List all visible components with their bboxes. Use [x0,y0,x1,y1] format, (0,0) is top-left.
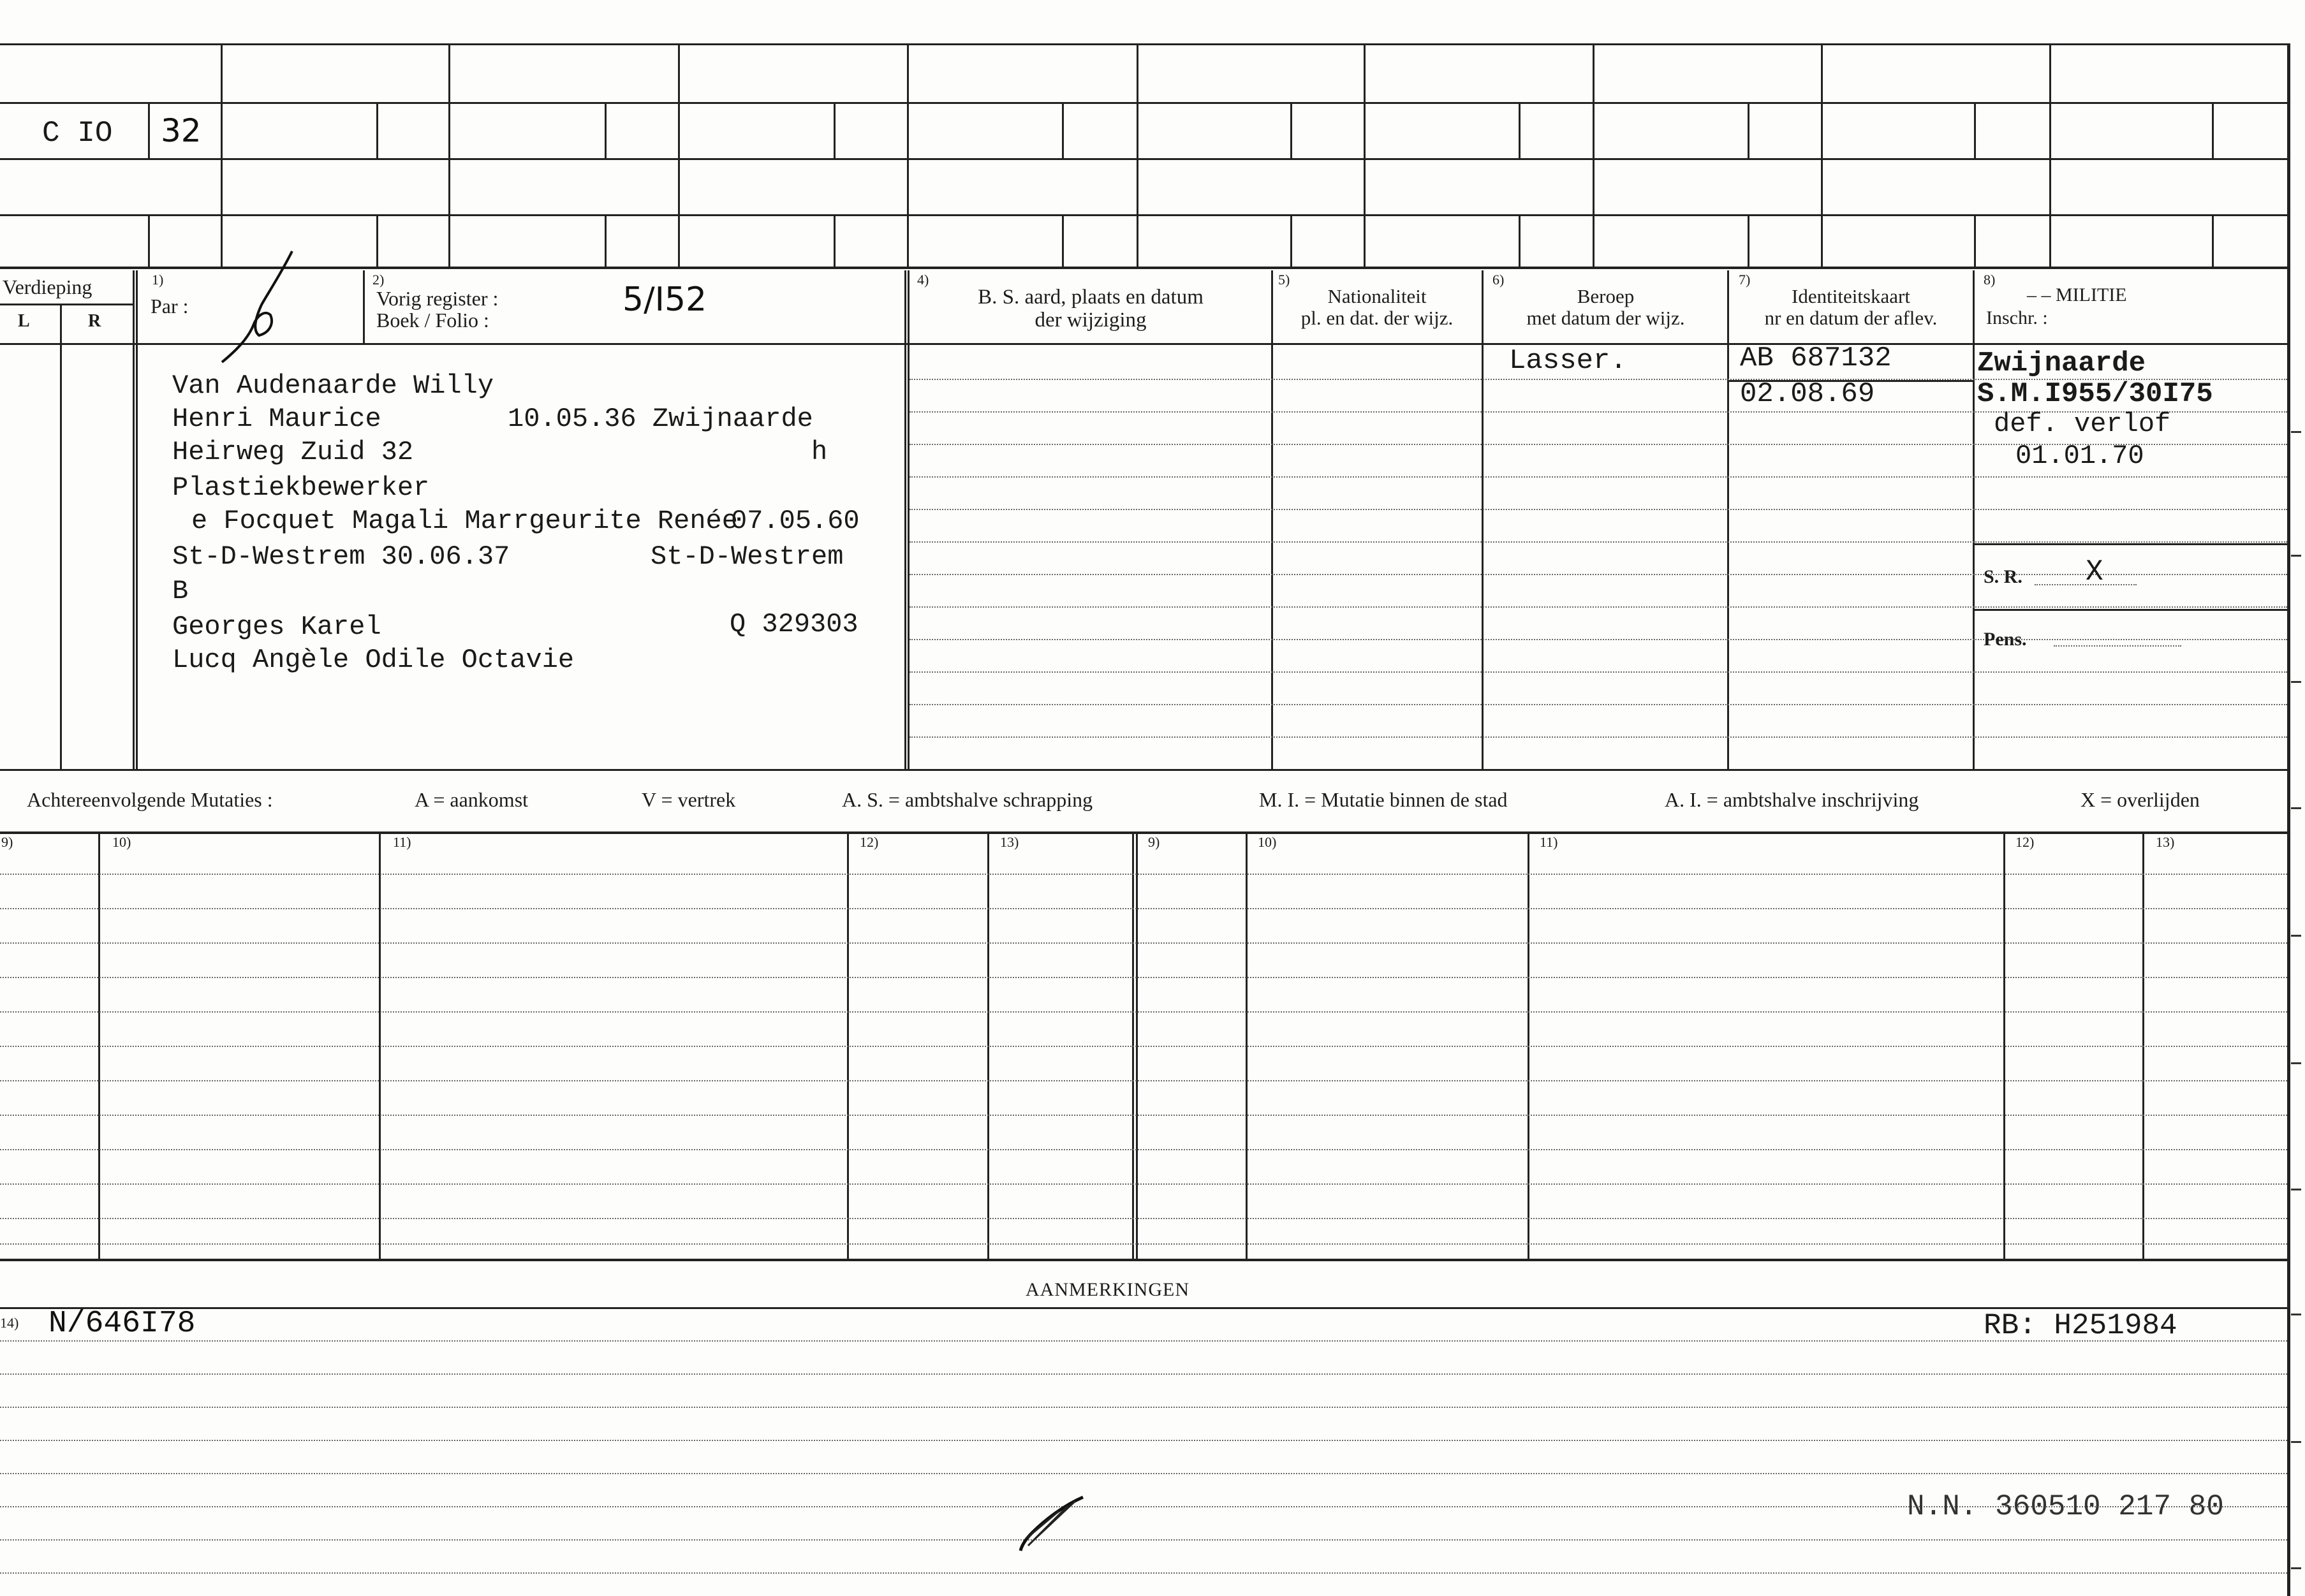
marriage-date: 07.05.60 [731,506,860,536]
col1-number: 1) [152,272,164,288]
mutation-left-col12: 12) [860,834,879,850]
idcard-date: 02.08.69 [1740,378,1875,410]
legend-title: Achtereenvolgende Mutaties : [27,788,273,811]
mutation-left-col9: 9) [1,834,13,850]
par-label: Par : [151,295,189,318]
margin-tick [2291,807,2301,809]
legend-item-schrapping: A. S. = ambtshalve schrapping [842,788,1093,811]
spouse-name: e Focquet Magali Marrgeurite Renée [191,506,738,536]
militie-date: 01.01.70 [2015,441,2144,471]
nationaliteit-header: Nationaliteit pl. en dat. der wijz. [1300,285,1454,330]
spouse-birth: St-D-Westrem 30.06.37 [172,541,510,572]
militie-header: – – MILITIE [2027,284,2127,305]
mutation-left-col13: 13) [1000,834,1019,850]
margin-tick [2291,1189,2301,1190]
vorig-register-label: Vorig register : [376,287,499,310]
legend-item-aankomst: A = aankomst [415,788,529,811]
col2-number: 2) [372,272,385,288]
vorig-register-value: 5/I52 [622,281,707,319]
pens-label: Pens. [1984,629,2027,650]
mutation-left-col10: 10) [112,834,131,850]
top-grid-code: C IO [42,117,113,150]
col7-number: 7) [1739,272,1751,288]
par-pen-mark [210,249,306,370]
inschrijving-label: Inschr. : [1986,307,2048,328]
mutation-right-col12: 12) [2015,834,2035,850]
frame-top-line [0,43,2290,45]
remarks-number: 14) [0,1315,19,1331]
col5-number: 5) [1278,272,1290,288]
mutation-right-col13: 13) [2156,834,2175,850]
beroep-value: Lasser. [1509,345,1627,377]
person-birth: 10.05.36 Zwijnaarde [508,404,813,434]
militie-place: Zwijnaarde [1977,348,2146,379]
col6-number: 6) [1492,272,1505,288]
remarks-reference: N/646I78 [48,1307,196,1341]
militie-status: def. verlof [1994,409,2171,439]
militie-sm: S.M.I955/30I75 [1977,378,2213,410]
mother-name: Lucq Angèle Odile Octavie [172,645,575,675]
legend-item-vertrek: V = vertrek [642,788,736,811]
boek-folio-label: Boek / Folio : [376,309,489,332]
person-ref: Q 329303 [730,609,858,640]
col8-number: 8) [1984,272,1996,288]
margin-tick [2291,1062,2301,1064]
legend-item-inschrijving: A. I. = ambtshalve inschrijving [1665,788,1919,811]
margin-tick [2291,1314,2301,1315]
person-h-mark: h [811,437,828,467]
mutation-right-col9: 9) [1148,834,1160,850]
person-address: Heirweg Zuid 32 [172,437,414,467]
col4-number: 4) [917,272,929,288]
verdieping-label: Verdieping [3,275,92,298]
legend-item-mutatie: M. I. = Mutatie binnen de stad [1259,788,1508,811]
verdieping-right-label: R [88,311,101,331]
margin-tick [2291,935,2301,937]
margin-tick [2291,1441,2301,1443]
person-name: Van Audenaarde Willy [172,370,494,401]
beroep-header: Beroep met datum der wijz. [1526,285,1685,330]
top-grid-number: 32 [161,112,202,149]
margin-tick [2291,1567,2301,1569]
quill-mark [1014,1493,1091,1555]
remarks-rb: RB: H251984 [1984,1309,2177,1342]
margin-tick [2291,681,2301,683]
person-occupation: Plastiekbewerker [172,472,430,503]
person-given-names: Henri Maurice [172,404,381,434]
bs-aard-header: B. S. aard, plaats en datum der wijziging [978,286,1204,332]
mutation-right-col11: 11) [1540,834,1558,850]
national-number: N.N. 360510 217 80 [1907,1490,2224,1523]
margin-tick [2291,431,2301,433]
margin-tick [2291,555,2301,557]
sr-label: S. R. [1984,566,2022,587]
frame-right-line [2287,43,2290,1596]
person-status: B [172,576,189,606]
marriage-place: St-D-Westrem [651,541,844,572]
verdieping-left-label: L [18,311,30,331]
mutation-left-col11: 11) [393,834,411,850]
legend-item-overlijden: X = overlijden [2080,788,2200,811]
idcard-number: AB 687132 [1740,342,1892,374]
mutation-right-col10: 10) [1258,834,1277,850]
father-name: Georges Karel [172,611,381,642]
sr-value: X [2086,555,2103,589]
identiteitskaart-header: Identiteitskaart nr en datum der aflev. [1764,285,1938,330]
remarks-title: AANMERKINGEN [1026,1279,1189,1300]
